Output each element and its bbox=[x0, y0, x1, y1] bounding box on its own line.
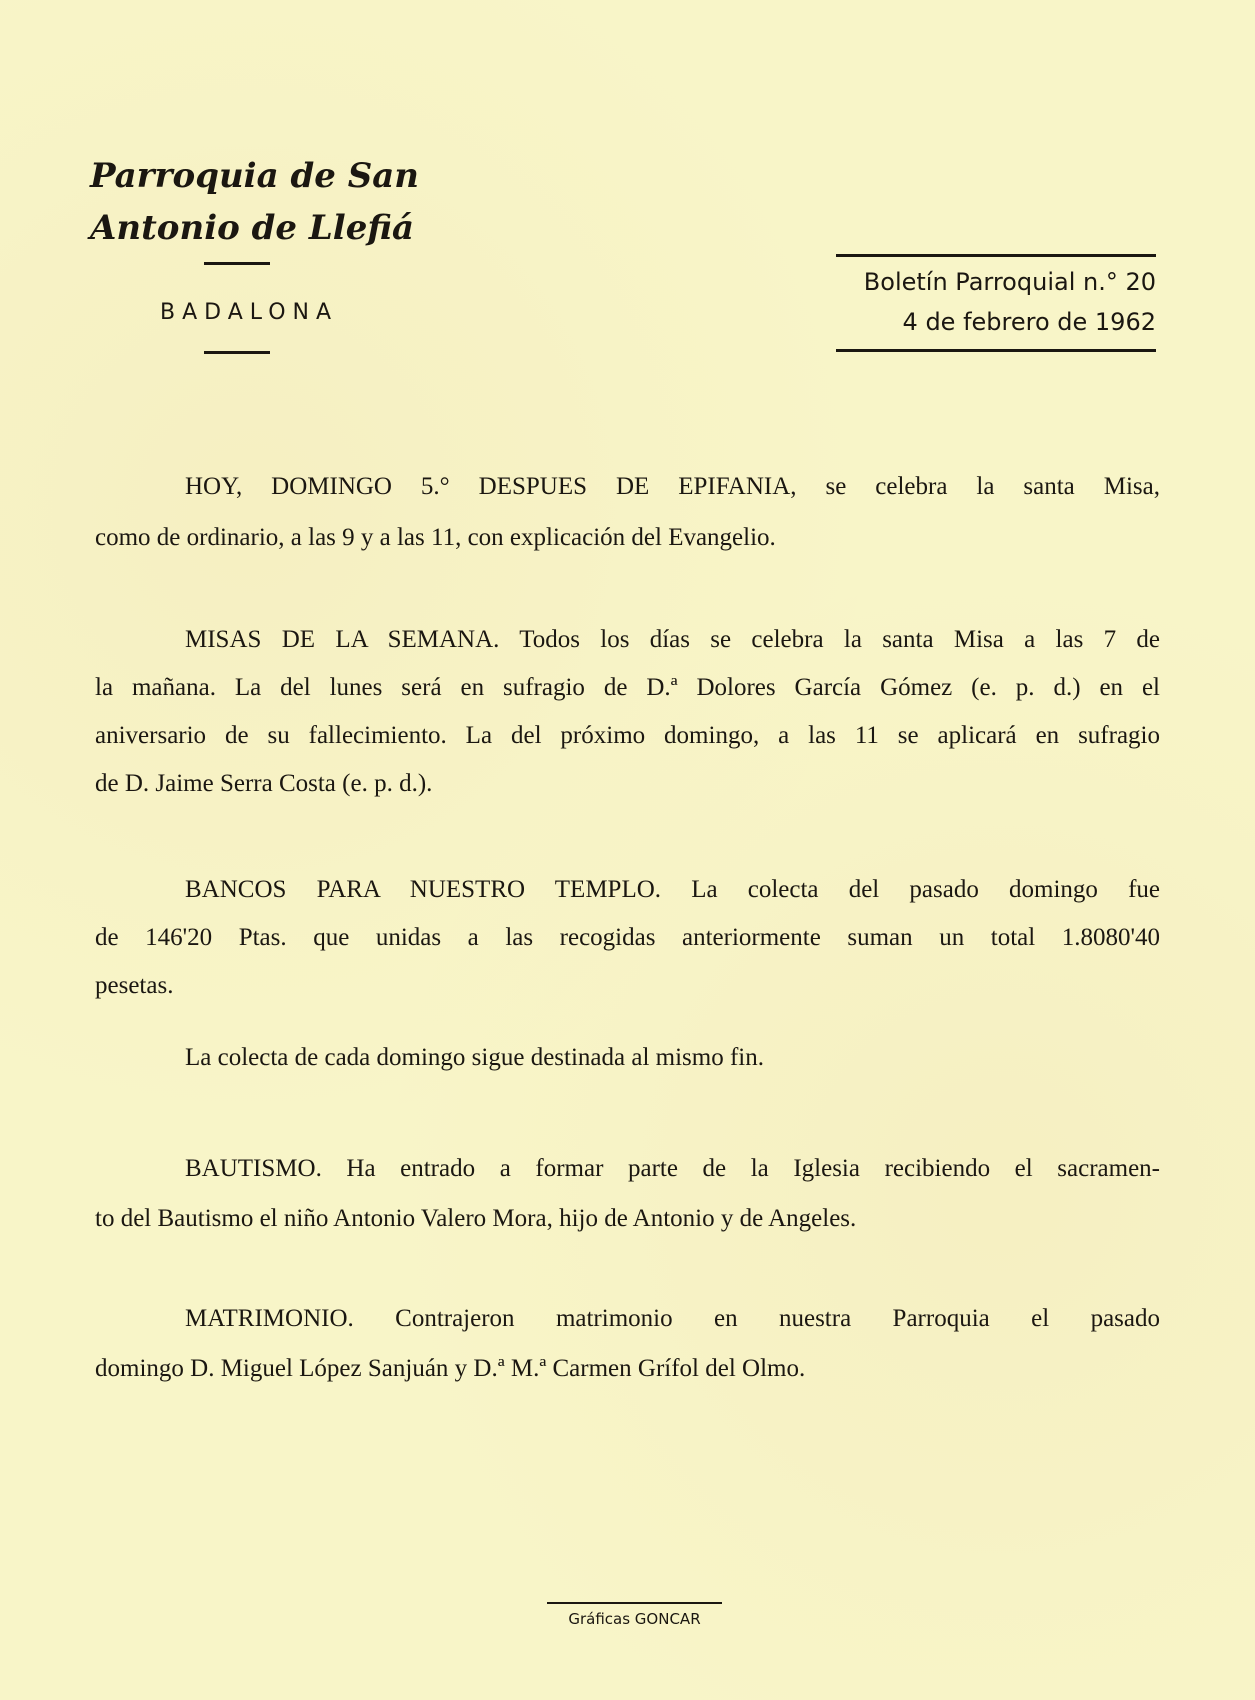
paragraph-line: BANCOS PARA NUESTRO TEMPLO. La colecta del pasado domingo fue bbox=[185, 876, 1160, 903]
bulletin-rule-top bbox=[836, 254, 1156, 257]
header-divider-bottom bbox=[204, 351, 270, 354]
paragraph-line: como de ordinario, a las 9 y a las 11, con explicación del Evangelio. bbox=[95, 524, 776, 551]
bulletin-number: Boletín Parroquial n.° 20 bbox=[863, 268, 1156, 296]
paragraph-line: la mañana. La del lunes será en sufragio de D.ª Dolores García Gómez (e. p. d.) en el bbox=[95, 674, 1160, 701]
parish-name-line-1: Parroquia de San bbox=[90, 156, 420, 196]
paragraph-line: HOY, DOMINGO 5.° DESPUES DE EPIFANIA, se celebra la santa Misa, bbox=[185, 473, 1160, 500]
footer-divider bbox=[547, 1602, 722, 1604]
paragraph-line: de D. Jaime Serra Costa (e. p. d.). bbox=[95, 770, 433, 797]
paragraph-line: to del Bautismo el niño Antonio Valero Mora, hijo de Antonio y de Angeles. bbox=[95, 1205, 857, 1232]
bulletin-date: 4 de febrero de 1962 bbox=[902, 308, 1156, 336]
paragraph-line: de 146'20 Ptas. que unidas a las recogidas anteriormente suman un total 1.8080'40 bbox=[95, 924, 1160, 951]
city-name: BADALONA bbox=[160, 300, 339, 325]
paragraph-line: domingo D. Miguel López Sanjuán y D.ª M.ª Carmen Grífol del Olmo. bbox=[95, 1355, 806, 1382]
bancos-note: La colecta de cada domingo sigue destinada al mismo fin. bbox=[185, 1044, 764, 1071]
paragraph-line: MATRIMONIO. Contrajeron matrimonio en nuestra Parroquia el pasado bbox=[185, 1305, 1160, 1332]
bulletin-rule-bottom bbox=[836, 349, 1156, 352]
paragraph-line: aniversario de su fallecimiento. La del próximo domingo, a las 11 se aplicará en sufragio bbox=[95, 722, 1160, 749]
parish-header bbox=[90, 150, 430, 254]
printer-credit: Gráficas GONCAR bbox=[568, 1610, 701, 1628]
header-divider-top bbox=[204, 262, 270, 265]
paragraph-line: BAUTISMO. Ha entrado a formar parte de la Iglesia recibiendo el sacramen- bbox=[185, 1155, 1160, 1182]
paragraph-line: pesetas. bbox=[95, 972, 174, 999]
parish-name-line-2: Antonio de Llefiá bbox=[90, 208, 415, 248]
paragraph-line: MISAS DE LA SEMANA. Todos los días se celebra la santa Misa a las 7 de bbox=[185, 626, 1160, 653]
